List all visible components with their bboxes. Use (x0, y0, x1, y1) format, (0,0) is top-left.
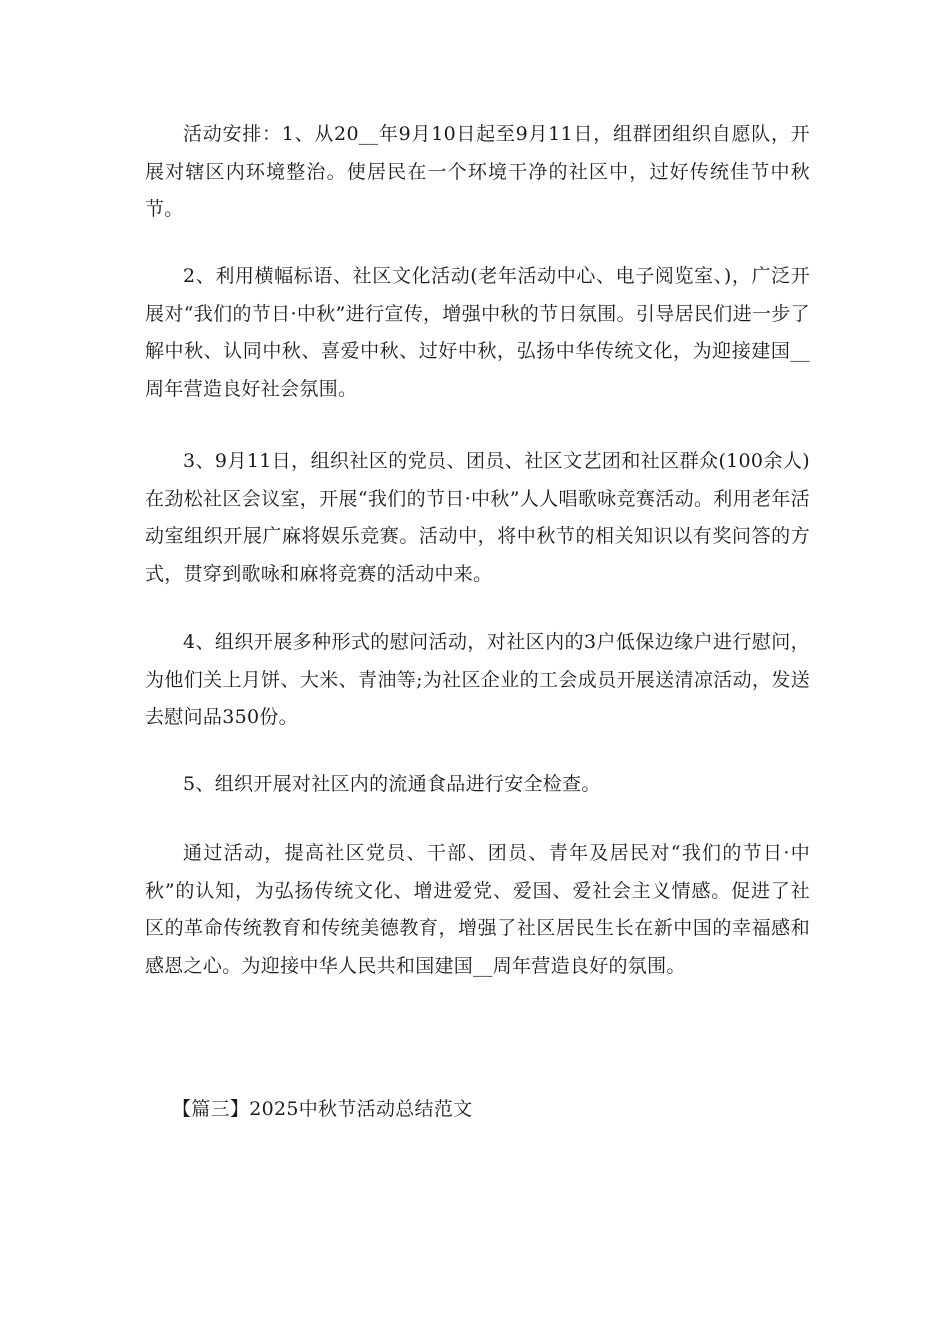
paragraph-summary: 通过活动，提高社区党员、干部、团员、青年及居民对“我们的节日·中秋”的认知，为弘扬传统文化、增进爱党、爱国、爱社会主义情感。促进了社区的革命传统教育和传统美德教育，增强了社区居民生长在新中国的幸福感和感恩之心。为迎接中华人民共和国建国__周年营造良好的氛围。 (145, 842, 810, 977)
section-heading: 【篇三】2025中秋节活动总结范文 (172, 1098, 473, 1120)
paragraph-singing-contest: 3、9月11日，组织社区的党员、团员、社区文艺团和社区群众(100余人)在劲松社区会议室，开展“我们的节日·中秋”人人唱歌咏竞赛活动。利用老年活动室组织开展广麻将娱乐竞赛。活动中，将中秋节的相关知识以有奖问答的方式，贯穿到歌咏和麻将竞赛的活动中来。 (145, 450, 810, 585)
paragraph-food-safety-check: 5、组织开展对社区内的流通食品进行安全检查。 (183, 773, 601, 795)
paragraph-banner-publicity: 2、利用横幅标语、社区文化活动(老年活动中心、电子阅览室、)，广泛开展对“我们的节日·中秋”进行宣传，增强中秋的节日氛围。引导居民们进一步了解中秋、认同中秋、喜爱中秋、过好中秋，弘扬中华传统文化，为迎接建国__周年营造良好社会氛围。 (145, 265, 810, 400)
paragraph-activity-arrangement: 活动安排：1、从20__年9月10日起至9月11日，组群团组织自愿队，开展对辖区内环境整治。使居民在一个环境干净的社区中，过好传统佳节中秋节。 (145, 123, 810, 220)
paragraph-condolence-visits: 4、组织开展多种形式的慰问活动，对社区内的3户低保边缘户进行慰问，为他们关上月饼、大米、青油等;为社区企业的工会成员开展送清凉活动，发送去慰问品350份。 (145, 631, 810, 728)
